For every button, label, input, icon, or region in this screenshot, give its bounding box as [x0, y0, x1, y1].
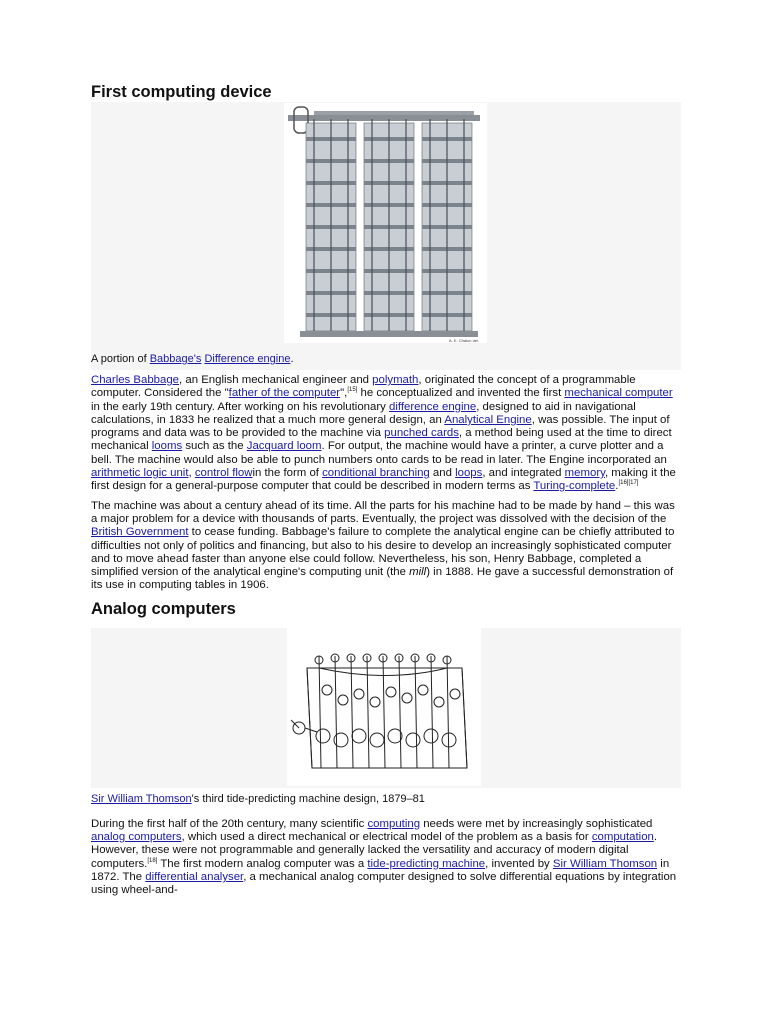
paragraph-text: to cease funding. Babbage's failure to complete the analytical engine can be chiefly attributed to difficulties not only of politics and financing, but also to his desire to develop an increasingly sophisticated computer and to move ahead faster than anyone else could follow. Nevertheless, his son, Henry Babbage, completed a simplified version of the analytical engine's computing unit (the — [91, 526, 675, 579]
paragraph-analog-computers — [91, 818, 681, 898]
link-computation[interactable]: computation — [591, 831, 654, 844]
paragraph-text: , originated the concept of a programmable computer. Considered the " — [91, 374, 636, 400]
paragraph-text: , designed to aid in navigational calculations, in 1833 he realized that a much more general design, an — [91, 400, 636, 426]
caption-text: 's third tide-predicting machine design, 1879–81 — [191, 792, 425, 805]
paragraph-text: , a method being used at the time to direct mechanical — [91, 427, 672, 453]
tide-machine-illustration — [287, 628, 481, 786]
link-difference-engine[interactable]: Difference engine — [204, 353, 291, 365]
link-british-government[interactable]: British Government — [91, 526, 189, 539]
paragraph-text: in the form of — [252, 467, 323, 480]
paragraph-text: such as the — [182, 440, 247, 453]
paragraph-text: . However, these were not programmable and generally lacked the versatility and accuracy of modern digital computers. — [91, 831, 658, 870]
paragraph-text: The machine was about a century ahead of its time. All the parts for his machine had to be made by hand – this was a major problem for a device with thousands of parts. Eventually, the project was dissolved with the decision of the — [91, 499, 675, 525]
caption-text: A portion of — [91, 353, 150, 365]
paragraph-text: , making it the first design for a general-purpose computer that could be described in modern terms as — [91, 467, 676, 493]
paragraph-machine-history — [91, 500, 681, 593]
citation-ref[interactable]: [18] — [147, 857, 158, 864]
link-analog-computers[interactable]: analog computers — [91, 831, 182, 844]
link-looms[interactable]: looms — [151, 440, 183, 453]
paragraph-text: , which used a direct mechanical or electrical model of the problem as a basis for — [181, 831, 592, 844]
paragraph-text: ) in 1888. He gave a successful demonstration of its use in computing tables in 1906. — [91, 566, 674, 592]
tide-machine-image — [287, 628, 481, 786]
link-father-of-the-computer[interactable]: father of the computer — [228, 387, 341, 400]
link-turing-complete[interactable]: Turing-complete — [533, 480, 616, 493]
emphasis-text: mill — [409, 566, 427, 579]
link-computing[interactable]: computing — [367, 817, 421, 830]
paragraph-text: , — [188, 467, 195, 480]
link-control-flow[interactable]: control flow — [194, 467, 253, 480]
difference-engine-illustration — [284, 103, 487, 343]
link-punched-cards[interactable]: punched cards — [384, 427, 459, 440]
link-jacquard-loom[interactable]: Jacquard loom — [246, 440, 322, 453]
section-heading-first-computing-device: First computing device — [91, 83, 272, 101]
figure-tide-predicting-machine — [91, 628, 681, 788]
paragraph-text: , an English mechanical engineer and — [179, 374, 373, 386]
link-tide-predicting-machine[interactable]: tide-predicting machine — [367, 857, 486, 870]
link-polymath[interactable]: polymath — [372, 374, 419, 386]
citation-ref[interactable]: [15] — [347, 387, 358, 394]
link-arithmetic-logic-unit[interactable]: arithmetic logic unit — [91, 467, 189, 480]
paragraph-text: , invented by — [485, 857, 553, 870]
paragraph-text: , and integrated — [482, 467, 565, 480]
citation-ref[interactable]: [16][17] — [618, 480, 639, 487]
paragraph-text: in the early 19th century. After working on his revolutionary — [91, 400, 389, 413]
paragraph-text: needs were met by increasingly sophisticated — [420, 817, 653, 830]
link-loops[interactable]: loops — [455, 467, 483, 480]
paragraph-text: The first modern analog computer was a — [157, 857, 368, 870]
link-analytical-engine[interactable]: Analytical Engine — [444, 413, 532, 426]
paragraph-text: . — [615, 480, 619, 493]
link-sir-william-thomson[interactable]: Sir William Thomson — [552, 857, 658, 870]
figure-caption-tide-machine — [91, 793, 681, 806]
difference-engine-image — [284, 103, 487, 343]
link-differential-analyser[interactable]: differential analyser — [145, 870, 244, 883]
paragraph-text: in 1872. The — [91, 857, 670, 883]
section-heading-analog-computers: Analog computers — [91, 599, 236, 618]
link-difference-engine[interactable]: difference engine — [389, 400, 477, 413]
link-babbages[interactable]: Babbage's — [149, 353, 202, 365]
link-mechanical-computer[interactable]: mechanical computer — [564, 387, 673, 400]
article-body — [91, 82, 681, 898]
paragraph-babbage — [91, 374, 681, 494]
link-conditional-branching[interactable]: conditional branching — [322, 467, 430, 480]
figure-caption-difference-engine — [91, 353, 294, 366]
link-charles-babbage[interactable]: Charles Babbage — [91, 374, 180, 386]
paragraph-text: and — [429, 467, 456, 480]
link-memory[interactable]: memory — [564, 467, 605, 480]
paragraph-text: , a mechanical analog computer designed to solve differential equations by integration using wheel-and- — [91, 870, 677, 897]
paragraph-text: During the first half of the 20th century, many scientific — [91, 817, 368, 830]
paragraph-text: . For output, the machine would have a printer, a curve plotter and a bell. The machine would also be able to punch numbers onto cards to be read in later. The Engine incorporated an — [91, 440, 667, 466]
caption-text: . — [290, 353, 294, 365]
paragraph-text: he conceptualized and invented the first — [357, 387, 565, 400]
paragraph-text: , was possible. The input of programs and data was to be provided to the machine via — [91, 413, 670, 440]
paragraph-text: ", — [340, 387, 348, 400]
figure-difference-engine — [91, 102, 681, 370]
link-sir-william-thomson[interactable]: Sir William Thomson — [91, 792, 192, 805]
engraver-signature: A. E. Chalon del. — [449, 338, 480, 343]
